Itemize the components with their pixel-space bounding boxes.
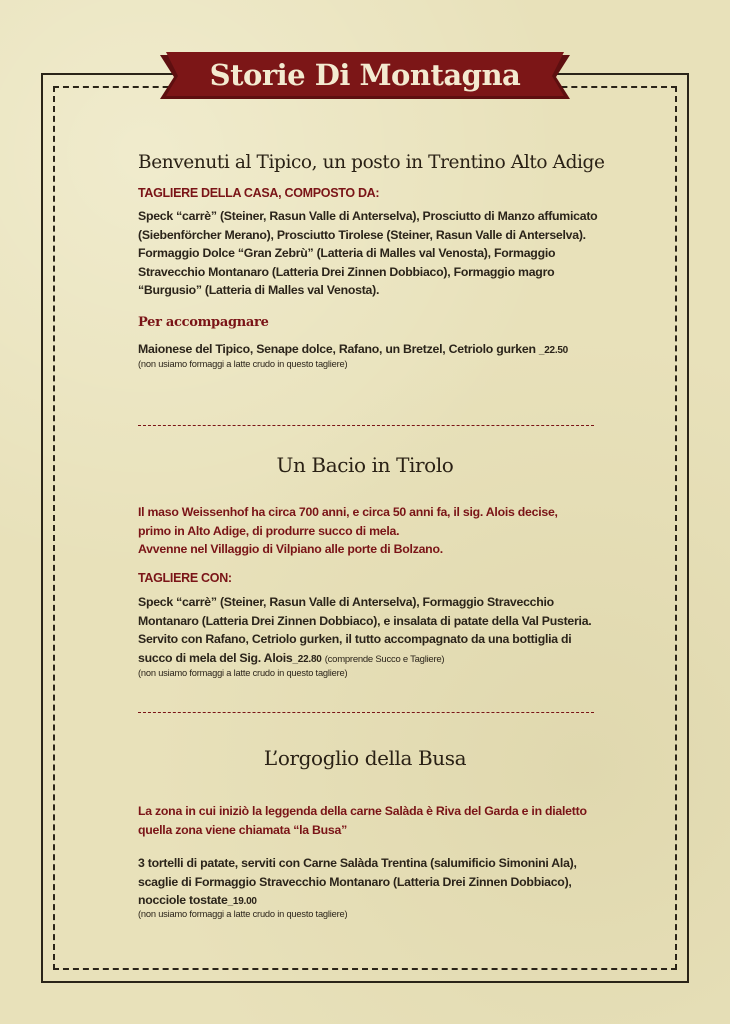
section2-price-note: (comprende Succo e Tagliere)	[324, 653, 445, 665]
section3-price: _19.00	[227, 896, 257, 908]
section-divider	[138, 712, 594, 713]
section1-description: Speck “carrè” (Steiner, Rasun Valle di Anterselva), Prosciutto di Manzo affumicato (Siebenförcher Merano), Prosciutto Tirolese (Steiner, Rasun Valle di Anterselva). Formaggio Dolce “Gran Zebrù” (Latteria di Malles val Venosta), Formaggio Stravecchio Montanaro (Latteria Drei Zinnen Dobbiaco), Formaggio magro “Burgusio” (Latteria di Malles val Venosta).	[138, 209, 598, 298]
section1-accompaniments-line	[138, 340, 608, 361]
page-title: Storie Di Montagna	[209, 58, 521, 92]
section2-served: Servito con Rafano, Cetriolo gurken, il tutto accompagnato da una bottiglia di succo di mela del Sig. Alois	[138, 632, 572, 665]
section2-intro-line1: Il maso Weissenhof ha circa 700 anni, e circa 50 anni fa, il sig. Alois decise, primo in Alto Adige, di produrre succo di mela.	[138, 505, 558, 538]
section2-note: (non usiamo formaggi a latte crudo in questo tagliere)	[138, 668, 348, 678]
section1-subhead: Per accompagnare	[138, 315, 269, 330]
section2-title: Un Bacio in Tirolo	[276, 453, 454, 477]
section2-label: TAGLIERE CON:	[138, 571, 232, 585]
section2-price: _22.80	[292, 653, 322, 665]
section3-description: 3 tortelli di patate, serviti con Carne Salàda Trentina (salumificio Simonini Ala), scaglie di Formaggio Stravecchio Montanaro (Latteria Drei Zinnen Dobbiaco), nocciole tostate	[138, 856, 577, 908]
section2-description: Speck “carrè” (Steiner, Rasun Valle di Anterselva), Formaggio Stravecchio Montanaro (Latteria Drei Zinnen Dobbiaco), e insalata di patate della Val Pusteria.	[138, 595, 592, 628]
section-divider	[138, 425, 594, 426]
section1-note: (non usiamo formaggi a latte crudo in questo tagliere)	[138, 359, 348, 369]
section2-intro-line2: Avvenne nel Villaggio di Vilpiano alle porte di Bolzano.	[138, 542, 443, 556]
section1-accompaniments: Maionese del Tipico, Senape dolce, Rafano, un Bretzel, Cetriolo gurken	[138, 342, 536, 356]
section2-served-line	[138, 630, 598, 669]
section1-title: Benvenuti al Tipico, un posto in Trentino Alto Adige	[138, 152, 605, 173]
section3-note: (non usiamo formaggi a latte crudo in questo tagliere)	[138, 909, 348, 919]
title-banner	[160, 52, 570, 102]
section1-price: _22.50	[538, 345, 568, 356]
section3-description-line	[138, 854, 598, 912]
section1-label: TAGLIERE DELLA CASA, COMPOSTO DA:	[138, 186, 380, 200]
section3-intro: La zona in cui iniziò la leggenda della carne Salàda è Riva del Garda e in dialetto quella zona viene chiamata “la Busa”	[138, 804, 587, 837]
section3-title: L’orgoglio della Busa	[263, 746, 467, 770]
